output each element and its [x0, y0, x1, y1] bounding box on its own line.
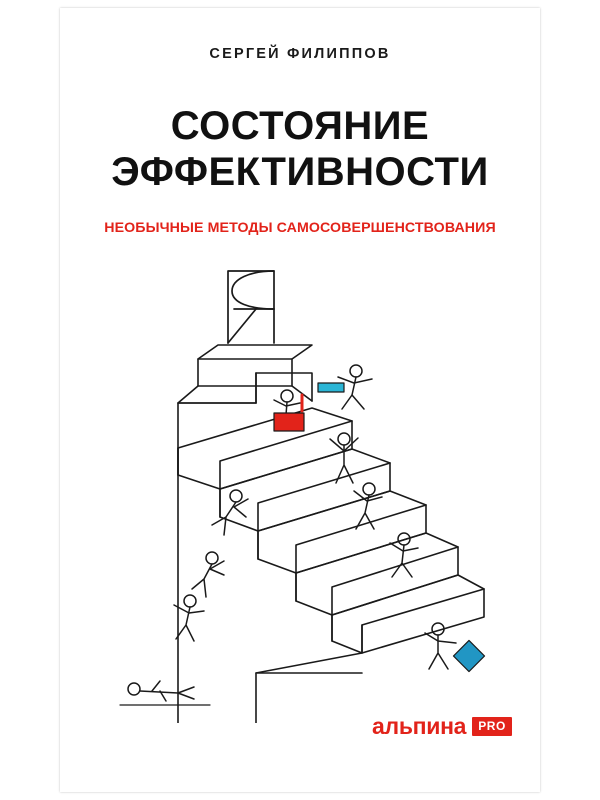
- page-title: [60, 103, 540, 195]
- subtitle: НЕОБЫЧНЫЕ МЕТОДЫ САМОСОВЕРШЕНСТВОВАНИЯ: [104, 220, 496, 236]
- publisher-logo: [372, 713, 512, 740]
- staircase-with-climbing-figures-illustration: [60, 253, 540, 723]
- publisher-name: альпина: [372, 713, 467, 739]
- title-line-2: ЭФФЕКТИВНОСТИ: [111, 150, 489, 194]
- author-name: СЕРГЕЙ ФИЛИППОВ: [209, 46, 391, 62]
- publisher-badge: PRO: [472, 717, 512, 736]
- title-line-1: СОСТОЯНИЕ: [170, 104, 430, 148]
- cover-page: [60, 8, 540, 792]
